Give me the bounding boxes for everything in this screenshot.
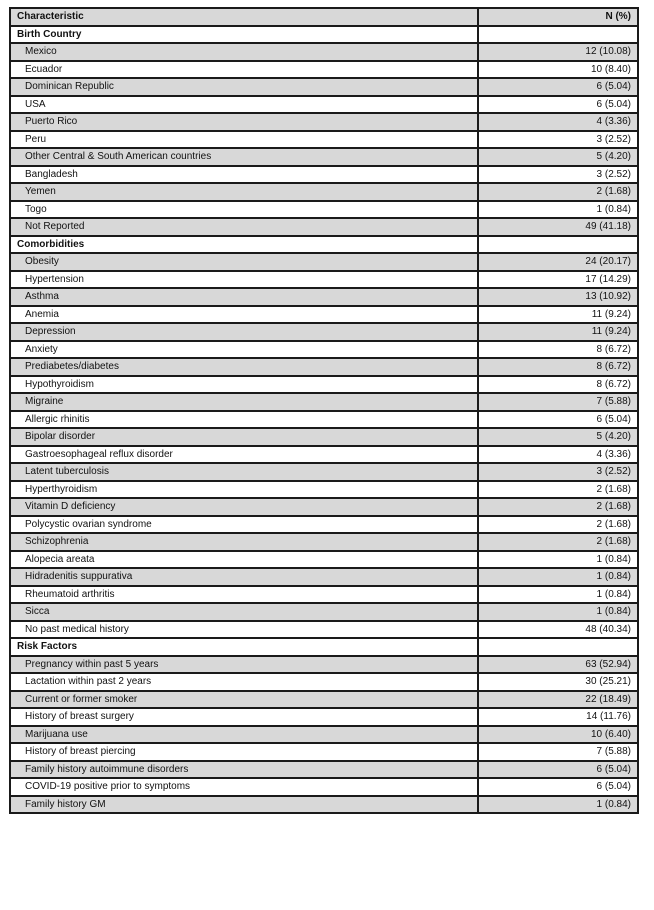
row-value: 2 (1.68) <box>478 481 638 499</box>
row-label: Ecuador <box>10 61 478 79</box>
row-label: Dominican Republic <box>10 78 478 96</box>
row-label: Rheumatoid arthritis <box>10 586 478 604</box>
row-label: History of breast surgery <box>10 708 478 726</box>
row-value: 22 (18.49) <box>478 691 638 709</box>
row-value: 17 (14.29) <box>478 271 638 289</box>
table-header-row <box>10 8 638 26</box>
section-value-empty <box>478 638 638 656</box>
table-row <box>10 393 638 411</box>
section-title: Comorbidities <box>10 236 478 254</box>
table-row <box>10 708 638 726</box>
row-label: Family history GM <box>10 796 478 814</box>
row-label: Family history autoimmune disorders <box>10 761 478 779</box>
row-value: 1 (0.84) <box>478 568 638 586</box>
row-value: 6 (5.04) <box>478 411 638 429</box>
row-label: Hidradenitis suppurativa <box>10 568 478 586</box>
table-row <box>10 726 638 744</box>
row-value: 3 (2.52) <box>478 463 638 481</box>
row-value: 7 (5.88) <box>478 743 638 761</box>
row-label: History of breast piercing <box>10 743 478 761</box>
row-value: 2 (1.68) <box>478 533 638 551</box>
section-title: Risk Factors <box>10 638 478 656</box>
row-value: 1 (0.84) <box>478 551 638 569</box>
row-value: 12 (10.08) <box>478 43 638 61</box>
table-row <box>10 621 638 639</box>
table-row <box>10 656 638 674</box>
row-label: No past medical history <box>10 621 478 639</box>
row-value: 2 (1.68) <box>478 516 638 534</box>
table-row <box>10 341 638 359</box>
row-value: 7 (5.88) <box>478 393 638 411</box>
row-value: 48 (40.34) <box>478 621 638 639</box>
row-label: Anemia <box>10 306 478 324</box>
table-row <box>10 516 638 534</box>
row-value: 1 (0.84) <box>478 796 638 814</box>
row-value: 10 (8.40) <box>478 61 638 79</box>
row-value: 4 (3.36) <box>478 446 638 464</box>
row-label: Other Central & South American countries <box>10 148 478 166</box>
table-row <box>10 428 638 446</box>
row-label: Not Reported <box>10 218 478 236</box>
row-label: Latent tuberculosis <box>10 463 478 481</box>
table-row <box>10 201 638 219</box>
row-value: 4 (3.36) <box>478 113 638 131</box>
section-header-row <box>10 236 638 254</box>
table-row <box>10 166 638 184</box>
row-value: 6 (5.04) <box>478 778 638 796</box>
row-label: Polycystic ovarian syndrome <box>10 516 478 534</box>
table-row <box>10 446 638 464</box>
section-title: Birth Country <box>10 26 478 44</box>
row-value: 1 (0.84) <box>478 603 638 621</box>
row-label: Lactation within past 2 years <box>10 673 478 691</box>
row-label: Peru <box>10 131 478 149</box>
row-value: 8 (6.72) <box>478 341 638 359</box>
row-value: 6 (5.04) <box>478 78 638 96</box>
row-label: Hyperthyroidism <box>10 481 478 499</box>
section-header-row <box>10 26 638 44</box>
row-value: 8 (6.72) <box>478 358 638 376</box>
row-label: Vitamin D deficiency <box>10 498 478 516</box>
table-row <box>10 43 638 61</box>
row-label: Mexico <box>10 43 478 61</box>
row-label: Allergic rhinitis <box>10 411 478 429</box>
table-row <box>10 551 638 569</box>
table-row <box>10 271 638 289</box>
row-label: Bangladesh <box>10 166 478 184</box>
table-row <box>10 691 638 709</box>
row-label: Puerto Rico <box>10 113 478 131</box>
row-value: 13 (10.92) <box>478 288 638 306</box>
table-row <box>10 533 638 551</box>
table-row <box>10 603 638 621</box>
row-label: Sicca <box>10 603 478 621</box>
row-label: Current or former smoker <box>10 691 478 709</box>
table-body <box>10 8 638 813</box>
row-value: 6 (5.04) <box>478 761 638 779</box>
table-row <box>10 148 638 166</box>
characteristics-table <box>9 7 639 814</box>
table-row <box>10 183 638 201</box>
row-label: Anxiety <box>10 341 478 359</box>
row-value: 10 (6.40) <box>478 726 638 744</box>
row-label: USA <box>10 96 478 114</box>
table-row <box>10 218 638 236</box>
row-label: COVID-19 positive prior to symptoms <box>10 778 478 796</box>
row-value: 24 (20.17) <box>478 253 638 271</box>
row-value: 11 (9.24) <box>478 306 638 324</box>
row-value: 5 (4.20) <box>478 428 638 446</box>
table-row <box>10 376 638 394</box>
row-value: 11 (9.24) <box>478 323 638 341</box>
table-row <box>10 78 638 96</box>
row-label: Asthma <box>10 288 478 306</box>
table-row <box>10 253 638 271</box>
row-value: 14 (11.76) <box>478 708 638 726</box>
section-header-row <box>10 638 638 656</box>
table-row <box>10 778 638 796</box>
table-row <box>10 358 638 376</box>
table-row <box>10 411 638 429</box>
table-row <box>10 323 638 341</box>
header-n-percent: N (%) <box>478 8 638 26</box>
row-label: Hypothyroidism <box>10 376 478 394</box>
table-row <box>10 796 638 814</box>
section-value-empty <box>478 236 638 254</box>
row-value: 3 (2.52) <box>478 131 638 149</box>
row-label: Hypertension <box>10 271 478 289</box>
row-label: Togo <box>10 201 478 219</box>
row-value: 2 (1.68) <box>478 498 638 516</box>
row-value: 2 (1.68) <box>478 183 638 201</box>
table-row <box>10 481 638 499</box>
section-value-empty <box>478 26 638 44</box>
row-label: Schizophrenia <box>10 533 478 551</box>
table-row <box>10 61 638 79</box>
row-label: Prediabetes/diabetes <box>10 358 478 376</box>
table-row <box>10 113 638 131</box>
table-row <box>10 761 638 779</box>
table-row <box>10 288 638 306</box>
row-value: 49 (41.18) <box>478 218 638 236</box>
row-label: Gastroesophageal reflux disorder <box>10 446 478 464</box>
table-row <box>10 498 638 516</box>
row-label: Obesity <box>10 253 478 271</box>
row-value: 3 (2.52) <box>478 166 638 184</box>
header-characteristic: Characteristic <box>10 8 478 26</box>
row-label: Pregnancy within past 5 years <box>10 656 478 674</box>
table-row <box>10 131 638 149</box>
table-row <box>10 463 638 481</box>
row-value: 5 (4.20) <box>478 148 638 166</box>
table-row <box>10 586 638 604</box>
row-value: 1 (0.84) <box>478 201 638 219</box>
row-value: 63 (52.94) <box>478 656 638 674</box>
table-row <box>10 743 638 761</box>
row-value: 6 (5.04) <box>478 96 638 114</box>
row-label: Depression <box>10 323 478 341</box>
row-value: 1 (0.84) <box>478 586 638 604</box>
row-label: Bipolar disorder <box>10 428 478 446</box>
table-row <box>10 673 638 691</box>
table-row <box>10 306 638 324</box>
row-label: Alopecia areata <box>10 551 478 569</box>
row-value: 30 (25.21) <box>478 673 638 691</box>
row-label: Yemen <box>10 183 478 201</box>
row-label: Migraine <box>10 393 478 411</box>
table-row <box>10 568 638 586</box>
table-row <box>10 96 638 114</box>
row-label: Marijuana use <box>10 726 478 744</box>
row-value: 8 (6.72) <box>478 376 638 394</box>
